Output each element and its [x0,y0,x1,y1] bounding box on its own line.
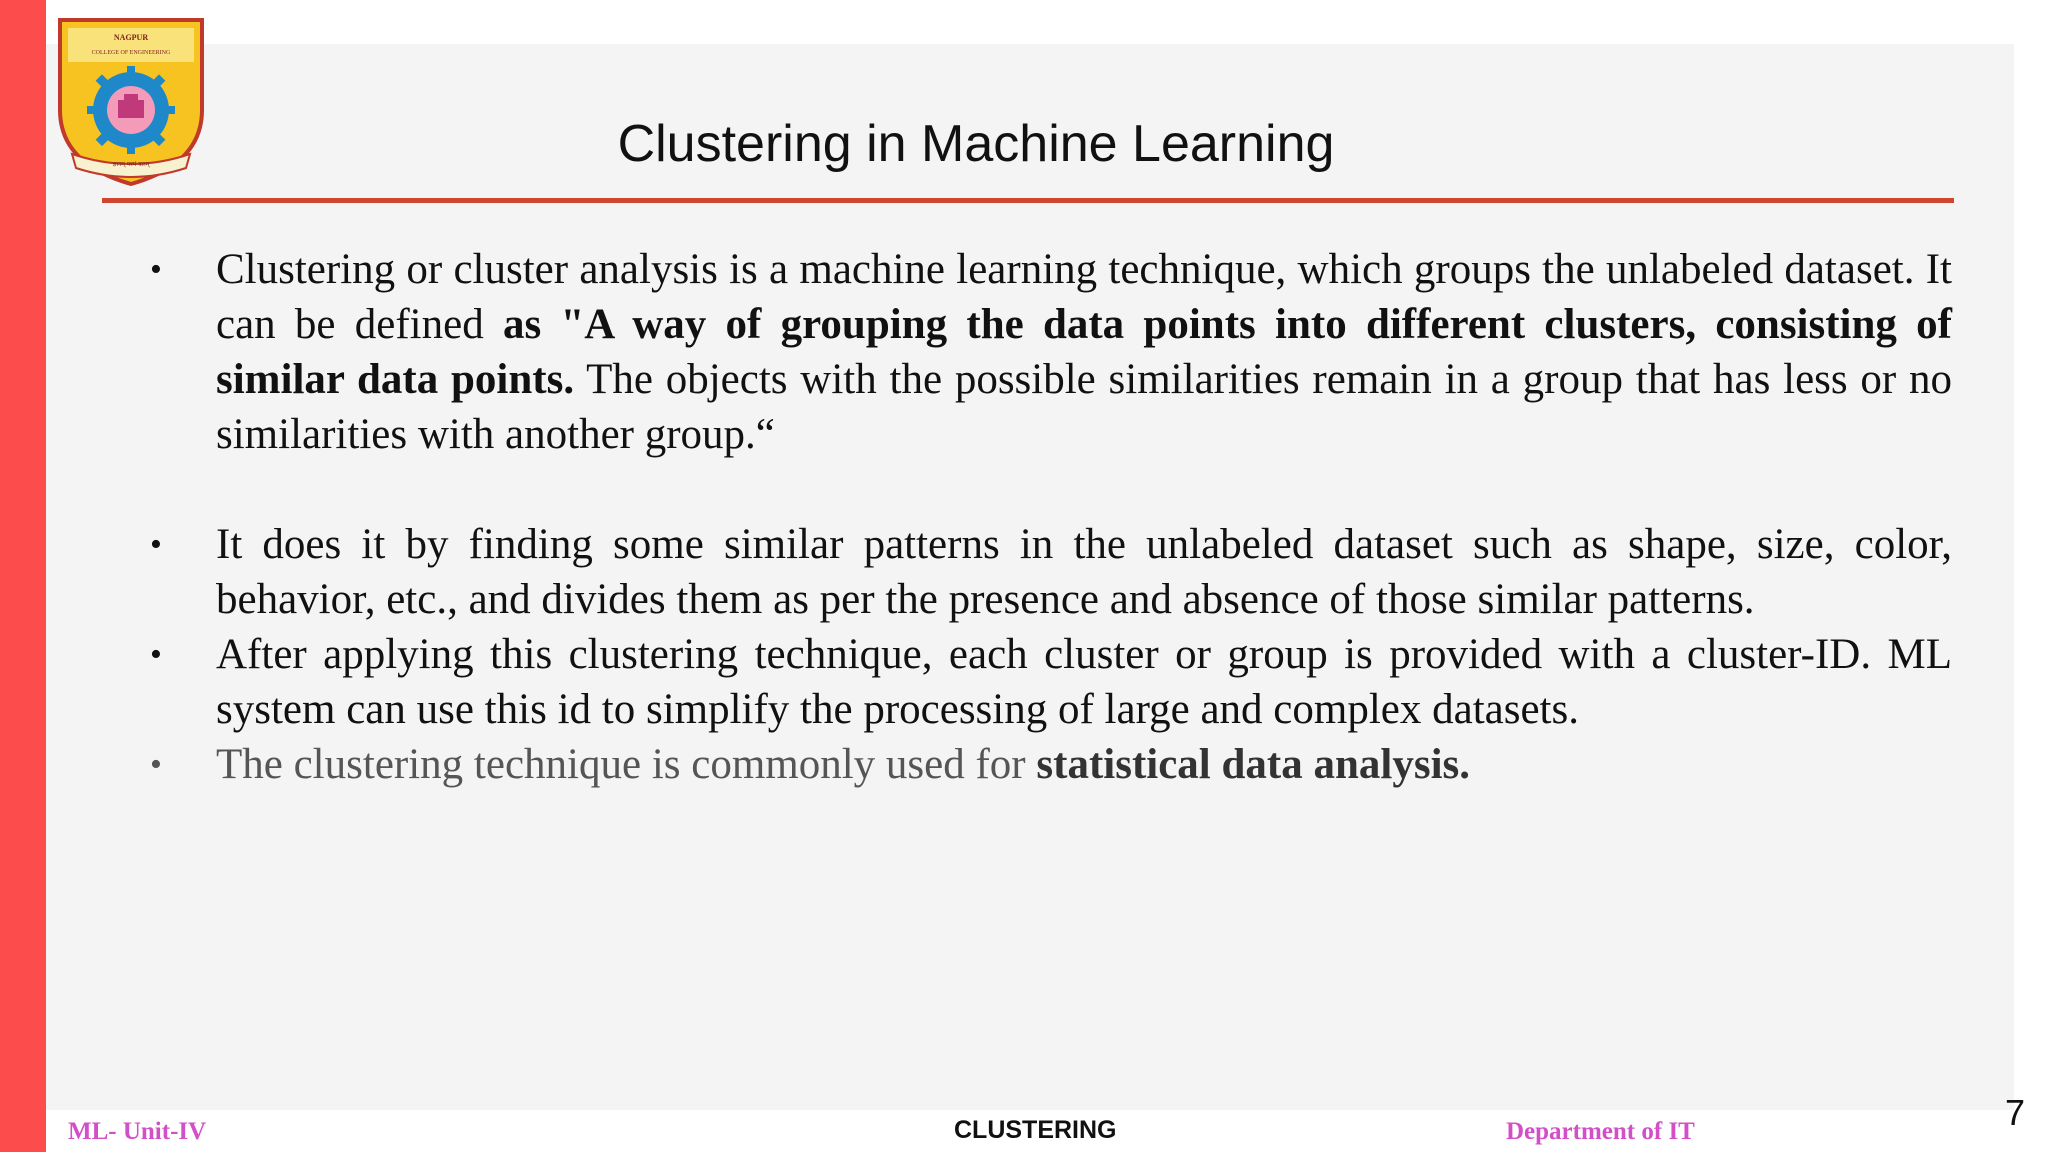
footer-department: Department of IT [1506,1118,1695,1145]
bullet-item [140,737,1952,792]
bullet-text: Clustering or cluster analysis is a machine learning technique, which groups the unlabeled dataset. It can be defined [216,246,1952,348]
bullet-bold-text: statistical data analysis. [1036,741,1471,788]
slide-title: Clustering in Machine Learning [617,115,1335,173]
bullet-list [140,242,1952,792]
logo-text-sub: COLLEGE OF ENGINEERING [91,50,171,56]
bullet-text-after: The objects with the possible similarities remain in a group that has less or no similarities with another group.“ [216,356,1952,458]
left-accent-bar [0,0,46,1152]
footer-unit: ML- Unit-IV [68,1118,207,1145]
bullet-icon: • [150,251,162,288]
bullet-text: The clustering technique is commonly used for [216,741,1037,788]
bullet-item [140,242,1952,462]
bullet-bold-text: as "A way of grouping the data points into different clusters, consisting of similar data points. [216,301,1952,403]
logo-text-top: NAGPUR [113,33,149,42]
bullet-icon: • [150,526,162,563]
college-logo [54,14,208,186]
bullet-icon: • [150,636,162,673]
page-number: 7 [2005,1092,2026,1133]
bullet-item [140,517,1952,627]
gear-icon [87,66,175,154]
footer-topic: CLUSTERING [954,1116,1117,1144]
title-divider [102,198,1954,203]
bullet-item [140,627,1952,737]
bullet-icon: • [150,746,162,783]
logo-ribbon-text: ज्ञानम् परमं बलम् [112,161,150,168]
bullet-text: It does it by finding some similar patterns in the unlabeled dataset such as shape, size, color, behavior, etc., and divides them as per the presence and absence of those similar patterns. [216,521,1952,623]
bullet-text: After applying this clustering technique, each cluster or group is provided with a cluster-ID. ML system can use this id to simplify the processing of large and complex datasets. [216,631,1952,733]
